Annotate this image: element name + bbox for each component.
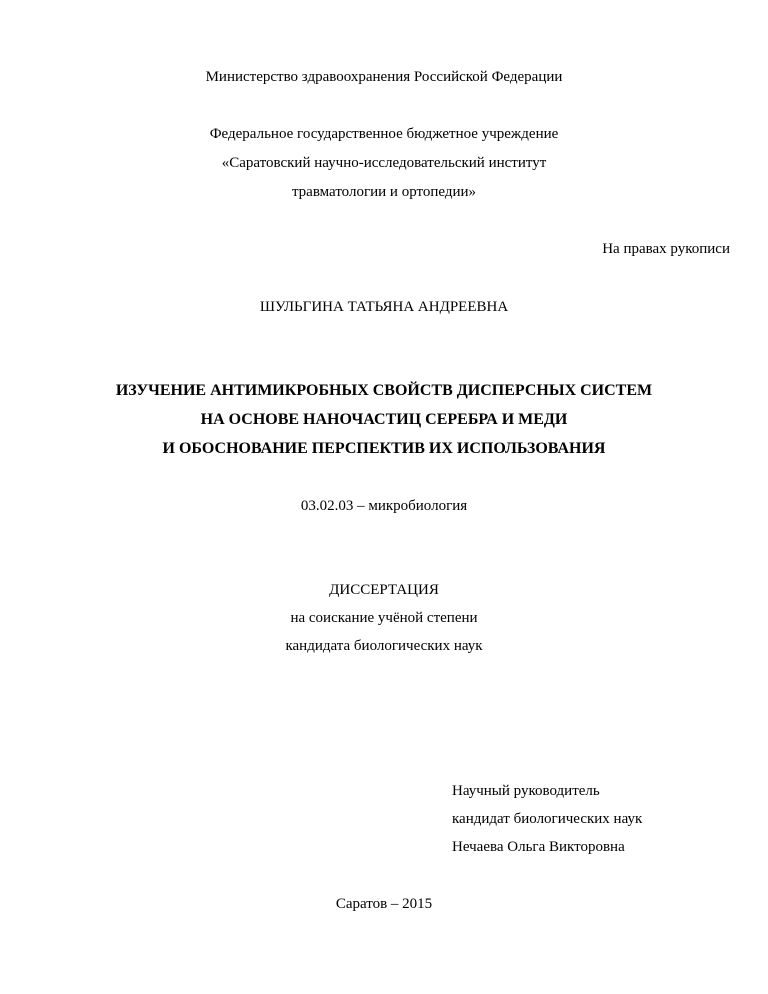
degree-line-3: кандидата биологических наук	[285, 638, 483, 654]
city-year-footer: Саратов – 2015	[335, 896, 433, 912]
author-name: ШУЛЬГИНА ТАТЬЯНА АНДРЕЕВНА	[259, 299, 509, 315]
degree-line-2: на соискание учёной степени	[290, 610, 478, 626]
institution-line-1: Федеральное государственное бюджетное учреждение	[209, 126, 559, 142]
institution-line-3: травматологии и ортопедии»	[291, 184, 477, 200]
degree-type: ДИССЕРТАЦИЯ	[329, 582, 439, 598]
manuscript-note: На правах рукописи	[602, 241, 730, 257]
institution-line-2: «Саратовский научно-исследовательский институт	[221, 155, 547, 171]
title-line-2: НА ОСНОВЕ НАНОЧАСТИЦ СЕРЕБРА И МЕДИ	[200, 411, 568, 428]
supervisor-name: Нечаева Ольга Викторовна	[452, 839, 625, 855]
supervisor-role: Научный руководитель	[452, 783, 600, 799]
ministry-name: Министерство здравоохранения Российской Федерации	[205, 69, 563, 85]
supervisor-degree: кандидат биологических наук	[452, 811, 643, 827]
specialty-code: 03.02.03 – микробиология	[300, 498, 468, 514]
title-line-1: ИЗУЧЕНИЕ АНТИМИКРОБНЫХ СВОЙСТВ ДИСПЕРСНЫХ СИСТЕМ	[115, 382, 653, 399]
title-line-3: И ОБОСНОВАНИЕ ПЕРСПЕКТИВ ИХ ИСПОЛЬЗОВАНИЯ	[162, 440, 606, 457]
